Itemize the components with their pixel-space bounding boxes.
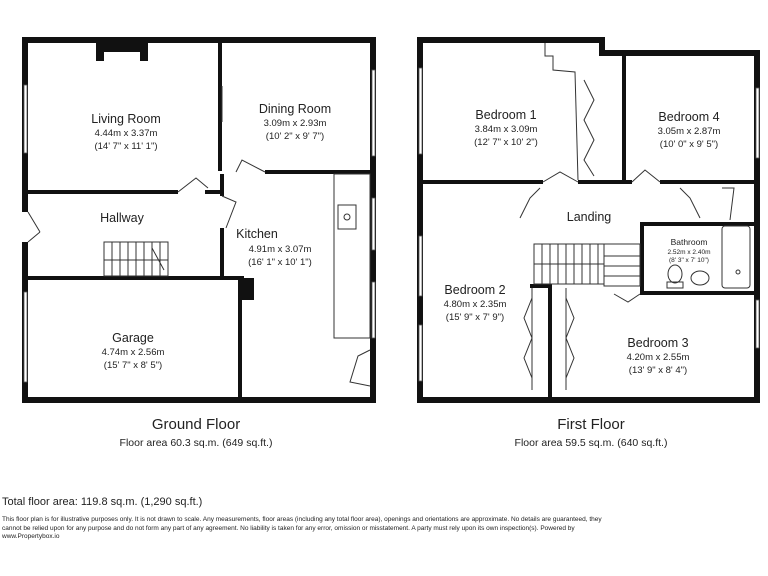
room-dim-ft-living: (14' 7" x 11' 1") <box>94 141 158 152</box>
gf-door-hall-kitchen <box>222 196 236 228</box>
room-dim-ft-bathroom: (8' 3" x 7' 10") <box>669 257 709 264</box>
ground-floor-label: Ground Floor <box>151 416 241 433</box>
room-name-dining: Dining Room <box>258 102 332 116</box>
ff-wall-bath-bottom <box>640 291 754 295</box>
gf-front-door-opening <box>22 212 28 242</box>
ff-wardrobe-bed2 <box>524 288 532 390</box>
ff-basin <box>691 271 709 285</box>
total-floor-area: Total floor area: 119.8 sq.m. (1,290 sq.ft.) <box>2 496 203 508</box>
gf-outer-wall-top <box>22 37 376 43</box>
disclaimer-text: This floor plan is for illustrative purposes only. It is not drawn to scale. Any measurements, floor areas (including any total floor area), openings and orientations are approximate. No details are guaranteed, they cannot be relied upon for any purpose and do not form any part of any agreement. No liability is taken for any error, omission or misstatement. A party must rely upon its own inspection(s). Powered by www.Propertybox.io <box>2 516 602 540</box>
room-name-landing: Landing <box>566 210 612 224</box>
room-dim-ft-bedroom-2: (15' 9" x 7' 9") <box>445 312 505 323</box>
ff-door-bed1 <box>543 172 578 182</box>
gf-wall-living-hall <box>28 190 178 194</box>
ff-wall-bath-landing <box>644 222 754 226</box>
room-dim-m-living: 4.44m x 3.37m <box>94 128 158 139</box>
ff-stairs <box>534 244 640 286</box>
ff-window-bed2-2 <box>419 325 422 381</box>
gf-wall-hall-kitchen <box>220 174 224 196</box>
room-dim-ft-bedroom-4: (10' 0" x 9' 5") <box>659 139 719 150</box>
first-floor-label: First Floor <box>557 416 625 433</box>
ff-window-bed4 <box>756 88 759 158</box>
room-name-bedroom-1: Bedroom 1 <box>475 108 537 122</box>
ff-wall-landing-bed2 <box>530 284 552 288</box>
gf-wall-hall-kitchen-2 <box>220 228 224 278</box>
ff-door-bathroom <box>614 294 640 302</box>
room-name-bedroom-3: Bedroom 3 <box>627 336 689 350</box>
gf-wall-hall-garage <box>28 276 244 280</box>
ff-shower-door <box>722 188 734 220</box>
room-dim-m-bedroom-4: 3.05m x 2.87m <box>657 126 721 137</box>
ff-wall-bed2-bed3 <box>548 286 552 397</box>
gf-wall-living-hall-2 <box>205 190 222 194</box>
ff-wall-bath-top <box>708 180 754 184</box>
ff-window-bed1 <box>419 68 422 154</box>
gf-stairs <box>104 242 168 276</box>
room-name-living: Living Room <box>91 112 161 126</box>
room-dim-ft-kitchen: (16' 1" x 10' 1") <box>248 257 312 268</box>
room-dim-ft-garage: (15' 7" x 8' 5") <box>103 360 163 371</box>
gf-window-garage <box>24 292 27 382</box>
ff-wall-bed1-bed4 <box>622 56 626 184</box>
ff-outer-wall-top <box>417 37 760 56</box>
gf-kitchen-worktop <box>334 174 370 338</box>
room-name-kitchen: Kitchen <box>236 227 278 241</box>
room-dim-ft-dining: (10' 2" x 9' 7") <box>265 131 325 142</box>
ff-bath-drain <box>736 270 740 274</box>
ff-wardrobe-bed1 <box>545 43 594 180</box>
gf-window-dining <box>372 70 375 156</box>
room-dim-m-garage: 4.74m x 2.56m <box>101 347 165 358</box>
gf-sink-drain <box>344 214 350 220</box>
room-name-hallway: Hallway <box>100 211 144 225</box>
ground-floor-plan <box>22 37 376 403</box>
gf-outer-wall-bottom <box>22 397 376 403</box>
room-dim-ft-bedroom-3: (13' 9" x 8' 4") <box>628 365 688 376</box>
room-name-bedroom-2: Bedroom 2 <box>444 283 506 297</box>
gf-wall-dining-kitchen <box>265 170 370 174</box>
ff-toilet <box>668 265 682 283</box>
gf-wall-living-dining <box>218 43 222 171</box>
ff-wall-bath-left <box>640 222 644 294</box>
room-dim-m-kitchen: 4.91m x 3.07m <box>248 244 312 255</box>
room-dim-ft-bedroom-1: (12' 7" x 10' 2") <box>474 137 538 148</box>
room-dim-m-bedroom-1: 3.84m x 3.09m <box>474 124 538 135</box>
gf-window-kitchen-1 <box>372 198 375 250</box>
ff-door-bed4 <box>632 170 660 182</box>
gf-door-dining <box>236 160 265 172</box>
ground-floor-area: Floor area 60.3 sq.m. (649 sq.ft.) <box>119 437 273 449</box>
ff-door-landing-left <box>520 188 540 218</box>
room-dim-m-bedroom-2: 4.80m x 2.35m <box>443 299 507 310</box>
room-name-bedroom-4: Bedroom 4 <box>658 110 720 124</box>
room-name-garage: Garage <box>112 331 154 345</box>
ff-door-landing-right <box>680 188 700 218</box>
ff-window-bed3 <box>756 300 759 348</box>
gf-chimney-recess <box>104 52 140 61</box>
ff-wall-bed1-landing <box>423 180 543 184</box>
room-dim-m-dining: 3.09m x 2.93m <box>263 118 327 129</box>
room-dim-m-bathroom: 2.52m x 2.40m <box>667 249 711 256</box>
first-floor-area: Floor area 59.5 sq.m. (640 sq.ft.) <box>514 437 668 449</box>
gf-door-kitchen-back <box>350 350 370 386</box>
ff-window-bed2-1 <box>419 236 422 296</box>
gf-front-door-swing <box>28 212 40 242</box>
room-dim-m-bedroom-3: 4.20m x 2.55m <box>626 352 690 363</box>
gf-kitchen-sink <box>338 205 356 229</box>
room-name-bathroom: Bathroom <box>670 237 708 247</box>
gf-door-living <box>178 178 208 192</box>
ff-wardrobe-bed3 <box>566 288 574 390</box>
gf-window-kitchen-2 <box>372 282 375 338</box>
ff-outer-wall-bottom <box>417 397 760 403</box>
ff-bathtub <box>722 226 750 288</box>
gf-window-living <box>24 85 27 153</box>
gf-pillar <box>238 278 254 300</box>
